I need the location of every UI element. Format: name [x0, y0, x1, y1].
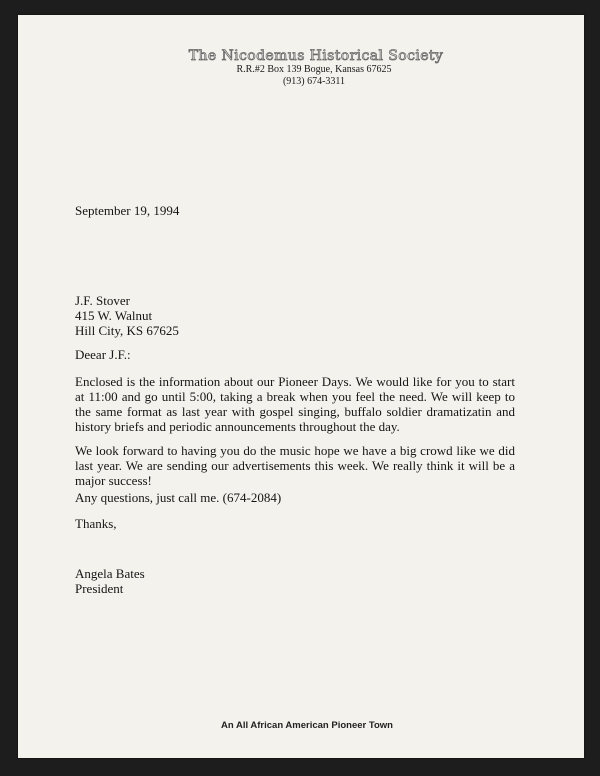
- organization-address: R.R.#2 Box 139 Bogue, Kansas 67625: [236, 64, 392, 75]
- recipient-street: 415 W. Walnut: [75, 308, 153, 323]
- footer-tagline: An All African American Pioneer Town: [221, 720, 393, 731]
- paragraph-2: We look forward to having you do the music hope we have a big crowd like we did last year. We are sending our advertisements this week. We really think it will be a major success!: [75, 443, 515, 488]
- recipient-city: Hill City, KS 67625: [75, 323, 179, 338]
- recipient-name: J.F. Stover: [75, 293, 130, 308]
- letterhead: [18, 48, 584, 88]
- recipient-address-block: [75, 293, 515, 338]
- signature-block: [75, 566, 515, 596]
- letter-date: September 19, 1994: [75, 203, 180, 218]
- paragraph-1: Enclosed is the information about our Pioneer Days. We would like for you to start at 11:00 and go until 5:00, taking a break when you feel the need. We will keep to the same format as last year with gospel singing, buffalo soldier dramatizatin and history briefs and periodic announcements throughout the day.: [75, 374, 515, 434]
- letter-page: [18, 15, 584, 758]
- salutation: Deear J.F.:: [75, 347, 131, 362]
- paragraph-3: Any questions, just call me. (674-2084): [75, 490, 282, 505]
- signer-title: President: [75, 581, 124, 596]
- organization-phone: (913) 674-3311: [282, 76, 346, 87]
- signer-name: Angela Bates: [75, 566, 145, 581]
- organization-name: The Nicodemus Historical Society: [188, 48, 444, 64]
- closing: Thanks,: [75, 516, 117, 531]
